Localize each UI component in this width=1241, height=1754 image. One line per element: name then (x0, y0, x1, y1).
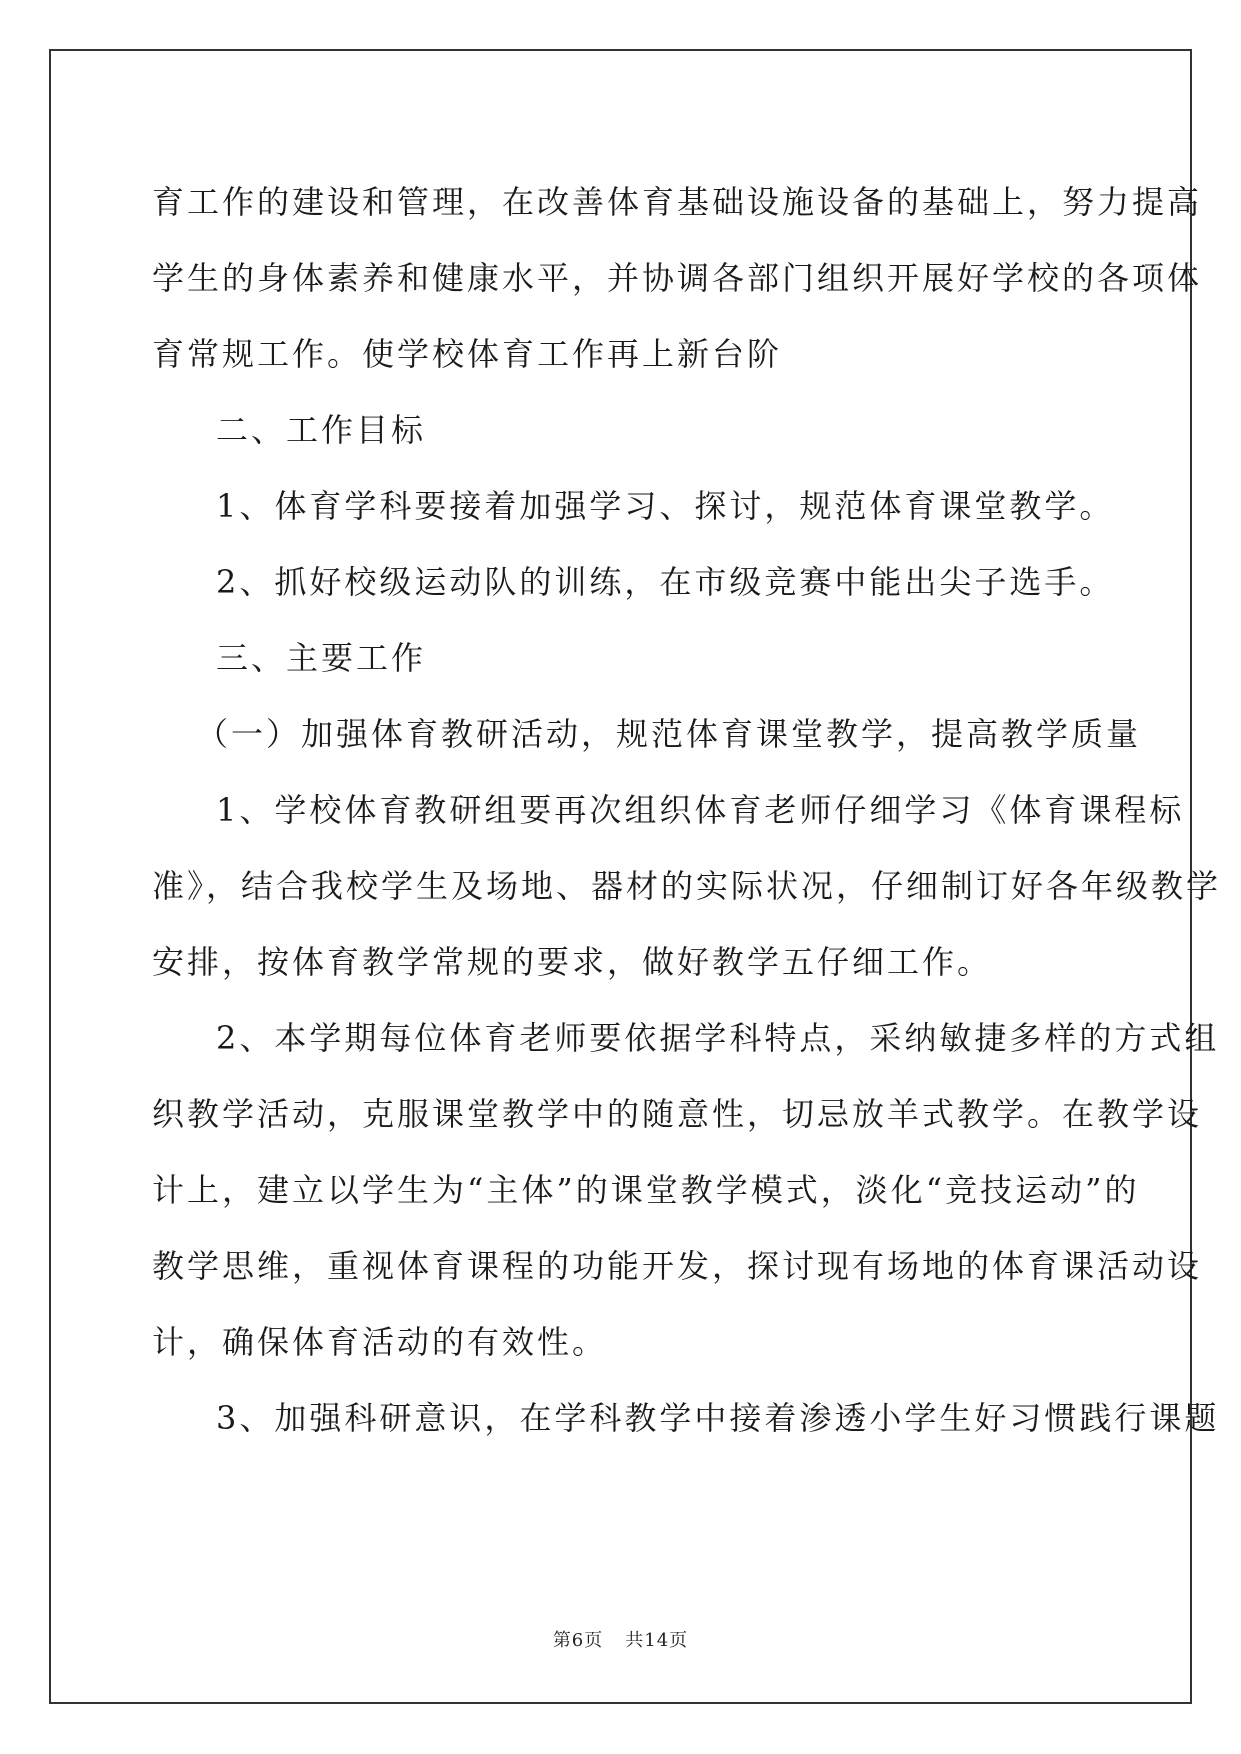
page-footer (0, 1626, 1241, 1652)
text-line: 1、学校体育教研组要再次组织体育老师仔细学习《体育课程标 (216, 791, 1185, 829)
text-line: 安排，按体育教学常规的要求，做好教学五仔细工作。 (152, 943, 993, 981)
text-line: 学生的身体素养和健康水平，并协调各部门组织开展好学校的各项体 (152, 259, 1203, 297)
text-line: 教学思维，重视体育课程的功能开发，探讨现有场地的体育课活动设 (152, 1247, 1203, 1285)
text-line: 育工作的建设和管理，在改善体育基础设施设备的基础上，努力提高 (152, 183, 1203, 221)
list-item: 1、体育学科要接着加强学习、探讨，规范体育课堂教学。 (216, 487, 1115, 525)
text-line: 3、加强科研意识，在学科教学中接着渗透小学生好习惯践行课题 (216, 1399, 1220, 1437)
text-line: 计，确保体育活动的有效性。 (152, 1323, 608, 1361)
list-item: 2、抓好校级运动队的训练，在市级竞赛中能出尖子选手。 (216, 563, 1115, 601)
text-line: 育常规工作。使学校体育工作再上新台阶 (152, 335, 783, 373)
subsection-heading: （一）加强体育教研活动，规范体育课堂教学，提高教学质量 (196, 715, 1142, 753)
text-line: 准》，结合我校学生及场地、器材的实际状况，仔细制订好各年级教学 (152, 867, 1222, 905)
document-body (152, 164, 1222, 1456)
text-line: 计上，建立以学生为“主体”的课堂教学模式，淡化“竞技运动”的 (152, 1171, 1140, 1209)
page-number: 第6页 (552, 1630, 604, 1651)
section-heading: 二、工作目标 (216, 411, 427, 449)
text-line: 织教学活动，克服课堂教学中的随意性，切忌放羊式教学。在教学设 (152, 1095, 1203, 1133)
section-heading: 三、主要工作 (216, 639, 427, 677)
text-line: 2、本学期每位体育老师要依据学科特点，采纳敏捷多样的方式组 (216, 1019, 1220, 1057)
total-pages: 共14页 (625, 1630, 689, 1651)
